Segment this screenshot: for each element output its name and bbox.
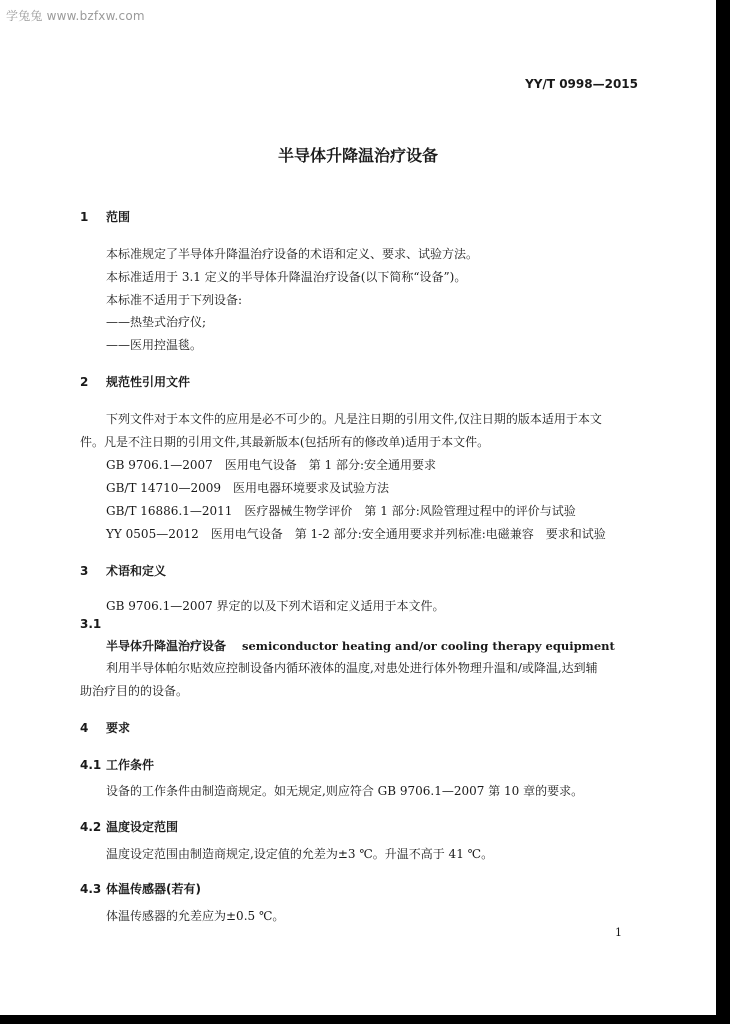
paragraph: 下列文件对于本文件的应用是必不可少的。凡是注日期的引用文件,仅注日期的版本适用于本文 <box>106 412 602 426</box>
paragraph: 设备的工作条件由制造商规定。如无规定,则应符合 GB 9706.1—2007 第 10 章的要求。 <box>106 784 584 798</box>
section-number: 4 <box>80 721 89 735</box>
subsection-number: 3.1 <box>80 617 102 631</box>
page-border-bottom <box>0 1015 730 1024</box>
term-chinese: 半导体升降温治疗设备 <box>106 639 227 653</box>
page-border-right <box>716 0 730 1024</box>
section-title: 范围 <box>106 210 131 224</box>
page-number: 1 <box>615 926 622 939</box>
term-entry <box>106 637 615 654</box>
section-4-heading <box>80 719 130 736</box>
paragraph: GB 9706.1—2007 界定的以及下列术语和定义适用于本文件。 <box>106 599 445 613</box>
paragraph: 体温传感器的允差应为±0.5 ℃。 <box>106 909 285 923</box>
section-1-heading <box>80 208 130 225</box>
section-title: 要求 <box>106 721 131 735</box>
section-title: 规范性引用文件 <box>106 375 191 389</box>
subsection-4-3-heading <box>80 880 201 897</box>
definition: 助治疗目的的设备。 <box>80 684 189 698</box>
subsection-number: 4.2 <box>80 820 102 834</box>
section-title: 术语和定义 <box>106 564 167 578</box>
standard-code: YY/T 0998—2015 <box>525 77 638 91</box>
section-number: 2 <box>80 375 89 389</box>
paragraph: 本标准适用于 3.1 定义的半导体升降温治疗设备(以下简称“设备”)。 <box>106 270 467 284</box>
section-number: 3 <box>80 564 89 578</box>
section-2-heading <box>80 373 190 390</box>
paragraph: 件。凡是不注日期的引用文件,其最新版本(包括所有的修改单)适用于本文件。 <box>80 435 490 449</box>
section-3-heading <box>80 562 166 579</box>
list-item: ——医用控温毯。 <box>106 338 203 352</box>
subsection-4-1-heading <box>80 756 154 773</box>
subsection-title: 工作条件 <box>106 758 155 772</box>
subsection-number: 4.1 <box>80 758 102 772</box>
paragraph: 本标准不适用于下列设备: <box>106 293 243 307</box>
reference-item: GB/T 16886.1—2011 医疗器械生物学评价 第 1 部分:风险管理过程中的评价与试验 <box>106 504 576 518</box>
reference-item: GB/T 14710—2009 医用电器环境要求及试验方法 <box>106 481 389 495</box>
list-item: ——热垫式治疗仪; <box>106 315 207 329</box>
paragraph: 本标准规定了半导体升降温治疗设备的术语和定义、要求、试验方法。 <box>106 247 479 261</box>
reference-item: YY 0505—2012 医用电气设备 第 1-2 部分:安全通用要求并列标准:电磁兼容 要求和试验 <box>106 527 606 541</box>
subsection-title: 温度设定范围 <box>106 820 179 834</box>
section-number: 1 <box>80 210 89 224</box>
term-english: semiconductor heating and/or cooling therapy equipment <box>242 639 615 653</box>
subsection-title: 体温传感器(若有) <box>106 882 201 896</box>
reference-item: GB 9706.1—2007 医用电气设备 第 1 部分:安全通用要求 <box>106 458 437 472</box>
watermark: 学兔兔 www.bzfxw.com <box>6 9 145 23</box>
subsection-number: 4.3 <box>80 882 102 896</box>
paragraph: 温度设定范围由制造商规定,设定值的允差为±3 ℃。升温不高于 41 ℃。 <box>106 847 494 861</box>
subsection-4-2-heading <box>80 818 178 835</box>
definition: 利用半导体帕尔贴效应控制设备内循环液体的温度,对患处进行体外物理升温和/或降温,达到辅 <box>106 661 598 675</box>
document-title: 半导体升降温治疗设备 <box>277 146 438 165</box>
